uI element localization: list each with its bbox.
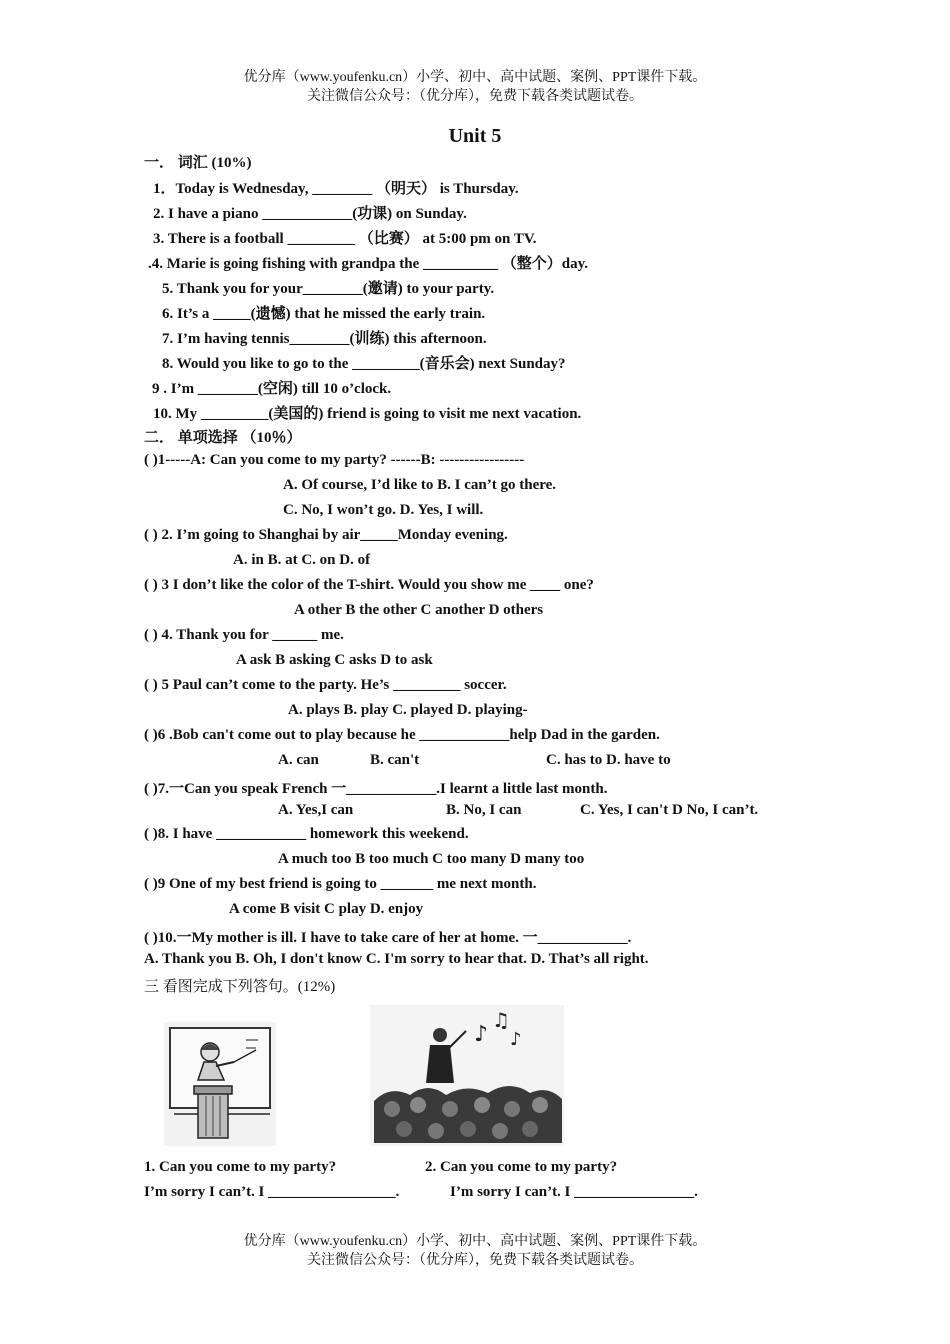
vocab-item-10: 10. My _________(美国的) friend is going to visit me next vacation. [153, 406, 582, 422]
question-5-options: A. plays B. play C. played D. playing- [288, 702, 528, 718]
vocab-item-5: 5. Thank you for your________(邀请) to your party. [162, 281, 495, 297]
question-3: ( ) 3 I don’t like the color of the T-shirt. Would you show me ____ one? [144, 577, 594, 593]
question-4-options: A ask B asking C asks D to ask [236, 652, 433, 668]
question-6-option-b: B. can't [370, 752, 420, 768]
question-7-option-b: B. No, I can [446, 802, 522, 818]
footer-line-1: 优分库（www.youfenku.cn）小学、初中、高中试题、案例、PPT课件下载。 [243, 1234, 707, 1249]
question-5: ( ) 5 Paul can’t come to the party. He’s _________ soccer. [144, 677, 507, 693]
picture-question-2: 2. Can you come to my party? [425, 1159, 618, 1175]
footer-line-2: 关注微信公众号：（优分库），免费下载各类试题试卷。 [307, 1253, 643, 1268]
question-8: ( )8. I have ____________ homework this weekend. [144, 826, 469, 842]
picture-answer-2: I’m sorry I can’t. I ________________. [450, 1184, 698, 1200]
concert-picture [370, 1005, 564, 1146]
question-7: ( )7.一Can you speak French 一____________.I learnt a little last month. [144, 781, 608, 797]
header-line-2: 关注微信公众号：（优分库），免费下载各类试题试卷。 [307, 89, 643, 104]
question-1: ( )1-----A: Can you come to my party? ------B: ----------------- [144, 452, 525, 468]
question-2: ( ) 2. I’m going to Shanghai by air_____Monday evening. [144, 527, 508, 543]
section2-heading: 二． 单项选择 （10％） [144, 430, 302, 446]
question-4: ( ) 4. Thank you for ______ me. [144, 627, 344, 643]
svg-text:♫: ♫ [492, 1008, 510, 1032]
svg-text:♪: ♪ [474, 1022, 489, 1047]
question-7-option-cd: C. Yes, I can't D No, I can’t. [580, 802, 759, 818]
question-9: ( )9 One of my best friend is going to _______ me next month. [144, 876, 537, 892]
question-10: ( )10.一My mother is ill. I have to take care of her at home. 一____________. [144, 930, 632, 946]
section1-heading: 一． 词汇 (10%) [144, 155, 252, 171]
vocab-item-9: 9 . I’m ________(空闲) till 10 o’clock. [152, 381, 392, 397]
teacher-picture [164, 1022, 276, 1146]
section3-heading: 三 看图完成下列答句。(12%) [144, 979, 336, 995]
vocab-item-8: 8. Would you like to go to the _________(音乐会) next Sunday? [162, 356, 566, 372]
vocab-item-1: 1．Today is Wednesday, ________ （明天） is Thursday. [153, 181, 519, 197]
svg-text:♪: ♪ [510, 1029, 522, 1050]
question-7-option-a: A. Yes,I can [278, 802, 354, 818]
question-9-options: A come B visit C play D. enjoy [229, 901, 424, 917]
question-6: ( )6 .Bob can't come out to play because he ____________help Dad in the garden. [144, 727, 660, 743]
question-6-option-cd: C. has to D. have to [546, 752, 671, 768]
question-8-options: A much too B too much C too many D many too [278, 851, 585, 867]
page-title: Unit 5 [448, 125, 502, 147]
question-1-options-a: A. Of course, I’d like to B. I can’t go there. [283, 477, 557, 493]
vocab-item-2: 2. I have a piano ____________(功课) on Sunday. [153, 206, 467, 222]
question-2-options: A. in B. at C. on D. of [233, 552, 371, 568]
question-3-options: A other B the other C another D others [294, 602, 544, 618]
vocab-item-7: 7. I’m having tennis________(训练) this afternoon. [162, 331, 487, 347]
vocab-item-4: .4. Marie is going fishing with grandpa the __________ （整个）day. [148, 256, 589, 272]
picture-question-1: 1. Can you come to my party? [144, 1159, 337, 1175]
question-6-option-a: A. can [278, 752, 319, 768]
header-line-1: 优分库（www.youfenku.cn）小学、初中、高中试题、案例、PPT课件下载。 [243, 70, 707, 85]
picture-answer-1: I’m sorry I can’t. I _________________. [144, 1184, 400, 1200]
vocab-item-3: 3. There is a football _________ （比赛） at 5:00 pm on TV. [153, 231, 537, 247]
question-10-options: A. Thank you B. Oh, I don't know C. I'm sorry to hear that. D. That’s all right. [144, 951, 649, 967]
vocab-item-6: 6. It’s a _____(遗憾) that he missed the early train. [162, 306, 486, 322]
question-1-options-b: C. No, I won’t go. D. Yes, I will. [283, 502, 484, 518]
